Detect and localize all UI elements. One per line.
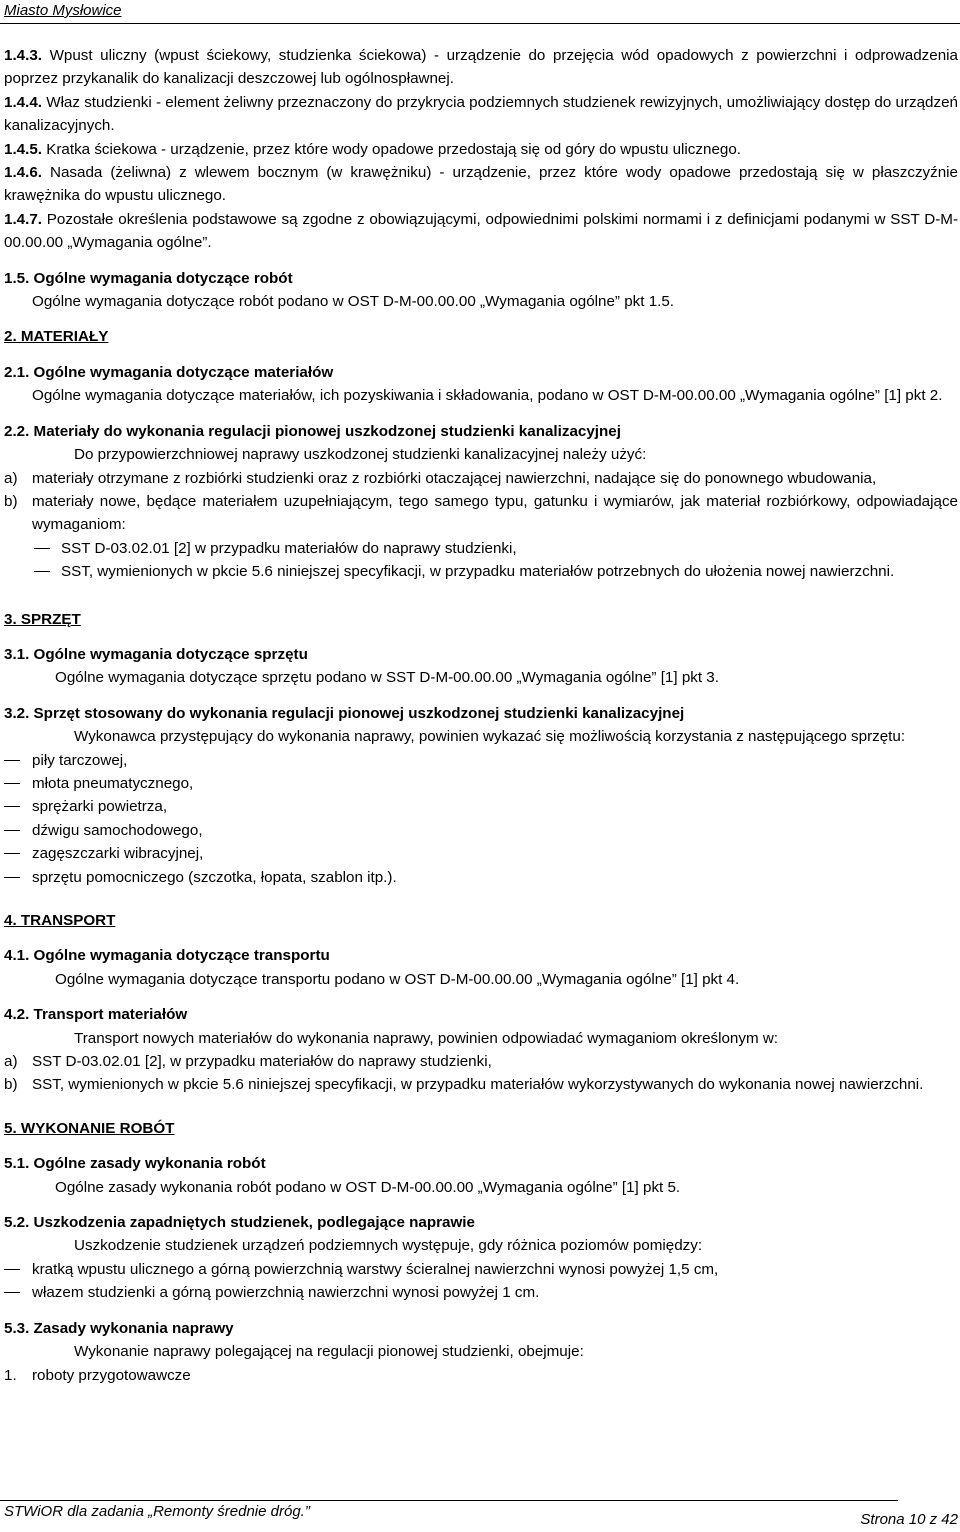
list-item: [4, 1364, 958, 1387]
section-4-heading: 4. TRANSPORT: [4, 912, 116, 929]
dash-text: SST D-03.02.01 [2] w przypadku materiałów do naprawy studzienki,: [61, 539, 517, 557]
list-item: [4, 1050, 958, 1073]
list-label: b): [4, 492, 18, 510]
dash-bullet-icon: [4, 1269, 20, 1270]
dash-item: [4, 537, 958, 560]
dash-bullet-icon: [4, 830, 20, 831]
footer-page-number: Strona 10 z 42: [860, 1511, 958, 1528]
definition-1-4-3: [4, 44, 958, 91]
definition-number: 1.4.3.: [4, 47, 42, 64]
dash-item: [4, 772, 958, 795]
section-3-1-text: Ogólne wymagania dotyczące sprzętu podano w SST D-M-00.00.00 „Wymagania ogólne” [1] pkt 3.: [55, 669, 719, 687]
section-4-2-intro: Transport nowych materiałów do wykonania naprawy, powinien odpowiadać wymaganiom określonym w:: [74, 1029, 779, 1047]
section-5-3-heading: 5.3. Zasady wykonania naprawy: [4, 1319, 234, 1337]
definition-1-4-7: [4, 208, 958, 255]
section-5-2-intro: Uszkodzenie studzienek urządzeń podziemnych występuje, gdy różnica poziomów pomiędzy:: [74, 1237, 703, 1255]
dash-bullet-icon: [4, 783, 20, 784]
definition-number: 1.4.6.: [4, 164, 42, 182]
section-3-2-heading: 3.2. Sprzęt stosowany do wykonania regulacji pionowej uszkodzonej studzienki kanalizacyjnej: [4, 704, 685, 722]
section-2-2-heading: 2.2. Materiały do wykonania regulacji pionowej uszkodzonej studzienki kanalizacyjnej: [4, 422, 621, 440]
definition-text: Kratka ściekowa - urządzenie, przez które wody opadowe przedostają się od góry do wpustu ulicznego.: [42, 140, 742, 158]
dash-text: młota pneumatycznego,: [32, 774, 194, 792]
definition-1-4-4: [4, 91, 958, 138]
section-5-2-heading: 5.2. Uszkodzenia zapadniętych studzienek, podlegające naprawie: [4, 1214, 475, 1232]
dash-bullet-icon: [4, 760, 20, 761]
list-item: [4, 490, 958, 537]
list-label: a): [4, 469, 18, 487]
section-4-1-heading: 4.1. Ogólne wymagania dotyczące transportu: [4, 947, 330, 965]
list-label: a): [4, 1053, 18, 1071]
section-2-heading: 2. MATERIAŁY: [4, 328, 109, 346]
dash-text: kratką wpustu ulicznego a górną powierzchnią warstwy ścieralnej nawierzchni wynosi powyżej 1,5 cm,: [32, 1260, 719, 1278]
dash-text: sprzętu pomocniczego (szczotka, łopata, szablon itp.).: [32, 868, 397, 886]
dash-text: włazem studzienki a górną powierzchnią nawierzchni wynosi powyżej 1 cm.: [32, 1284, 540, 1302]
section-1-5-text: Ogólne wymagania dotyczące robót podano w OST D-M-00.00.00 „Wymagania ogólne” pkt 1.5.: [32, 293, 675, 311]
dash-bullet-icon: [4, 877, 20, 878]
definition-text: Nasada (żeliwna) z wlewem bocznym (w krawężniku) - urządzenie, przez które wody opadowe przedostają się w płaszczyźnie krawężnika do wpustu ulicznego.: [4, 164, 958, 205]
section-2-1-text: Ogólne wymagania dotyczące materiałów, ich pozyskiwania i składowania, podano w OST D-M-00.00.00 „Wymagania ogólne” [1] pkt 2.: [32, 387, 943, 405]
list-text: materiały nowe, będące materiałem uzupełniającym, tego samego typu, gatunku i wymiarów, jak materiał rozbiórkowy, odpowiadające wymaganiom:: [32, 492, 958, 534]
section-5-1-heading: 5.1. Ogólne zasady wykonania robót: [4, 1155, 266, 1173]
dash-item: [4, 749, 958, 772]
section-5-heading: 5. WYKONANIE ROBÓT: [4, 1119, 175, 1137]
footer-divider: [0, 1500, 898, 1501]
section-4-1-text: Ogólne wymagania dotyczące transportu podano w OST D-M-00.00.00 „Wymagania ogólne” [1] pkt 4.: [55, 970, 740, 988]
definition-text: Właz studzienki - element żeliwny przeznaczony do przykrycia podziemnych studzienek rewizyjnych, umożliwiający dostęp do urządzeń kanalizacyjnych.: [4, 93, 958, 135]
dash-bullet-icon: [34, 571, 50, 572]
dash-bullet-icon: [4, 806, 20, 807]
document-body: [4, 44, 958, 1387]
dash-bullet-icon: [4, 853, 20, 854]
dash-item: [4, 560, 958, 583]
definition-number: 1.4.4.: [4, 93, 42, 111]
dash-item: [4, 1281, 958, 1304]
dash-text: piły tarczowej,: [32, 751, 128, 769]
dash-text: zagęszczarki wibracyjnej,: [32, 845, 204, 863]
dash-item: [4, 819, 958, 842]
section-5-1-text: Ogólne zasady wykonania robót podano w OST D-M-00.00.00 „Wymagania ogólne” [1] pkt 5.: [55, 1178, 681, 1196]
list-item: [4, 467, 958, 490]
list-text: SST, wymienionych w pkcie 5.6 niniejszej specyfikacji, w przypadku materiałów wykorzystywanych do wykonania nowej nawierzchni.: [32, 1076, 924, 1094]
definition-number: 1.4.7.: [4, 210, 42, 228]
list-text: roboty przygotowawcze: [32, 1366, 191, 1384]
list-label: 1.: [4, 1366, 17, 1384]
section-4-2-heading: 4.2. Transport materiałów: [4, 1006, 188, 1024]
list-text: materiały otrzymane z rozbiórki studzienki oraz z rozbiórki otaczającej nawierzchni, nadające się do ponownego wbudowania,: [32, 469, 877, 487]
list-text: SST D-03.02.01 [2], w przypadku materiałów do naprawy studzienki,: [32, 1053, 492, 1071]
dash-bullet-icon: [34, 548, 50, 549]
definition-1-4-6: [4, 161, 958, 208]
definition-1-4-5: [4, 138, 958, 161]
list-item: [4, 1073, 958, 1096]
section-3-1-heading: 3.1. Ogólne wymagania dotyczące sprzętu: [4, 645, 308, 663]
section-5-3-intro: Wykonanie naprawy polegającej na regulacji pionowej studzienki, obejmuje:: [74, 1343, 584, 1361]
section-1-5-heading: 1.5. Ogólne wymagania dotyczące robót: [4, 269, 293, 287]
dash-item: [4, 842, 958, 865]
header-title: Miasto Mysłowice: [4, 2, 122, 19]
section-3-heading: 3. SPRZĘT: [4, 610, 81, 628]
definition-text: Wpust uliczny (wpust ściekowy, studzienka ściekowa) - urządzenie do przejęcia wód opadowych z powierzchni i odprowadzenia poprzez przykanalik do kanalizacji deszczowej lub ogólnospławnej.: [4, 47, 958, 88]
section-2-2-intro: Do przypowierzchniowej naprawy uszkodzonej studzienki kanalizacyjnej należy użyć:: [74, 446, 647, 464]
definition-number: 1.4.5.: [4, 140, 42, 158]
section-2-1-heading: 2.1. Ogólne wymagania dotyczące materiałów: [4, 363, 334, 381]
dash-text: dźwigu samochodowego,: [32, 821, 203, 839]
definition-text: Pozostałe określenia podstawowe są zgodne z obowiązującymi, odpowiednimi polskimi normami i z definicjami podanymi w SST D-M-00.00.00 „Wymagania ogólne”.: [4, 210, 958, 252]
dash-item: [4, 795, 958, 818]
dash-bullet-icon: [4, 1292, 20, 1293]
page-header: [0, 0, 960, 24]
dash-item: [4, 866, 958, 889]
footer-document-title: STWiOR dla zadania „Remonty średnie dróg.”: [4, 1503, 310, 1520]
dash-text: sprężarki powietrza,: [32, 798, 168, 816]
dash-text: SST, wymienionych w pkcie 5.6 niniejszej specyfikacji, w przypadku materiałów potrzebnych do ułożenia nowej nawierzchni.: [61, 563, 895, 581]
section-3-2-intro: Wykonawca przystępujący do wykonania naprawy, powinien wykazać się możliwością korzystania z następującego sprzętu:: [74, 728, 906, 746]
dash-item: [4, 1258, 958, 1281]
list-label: b): [4, 1076, 18, 1094]
